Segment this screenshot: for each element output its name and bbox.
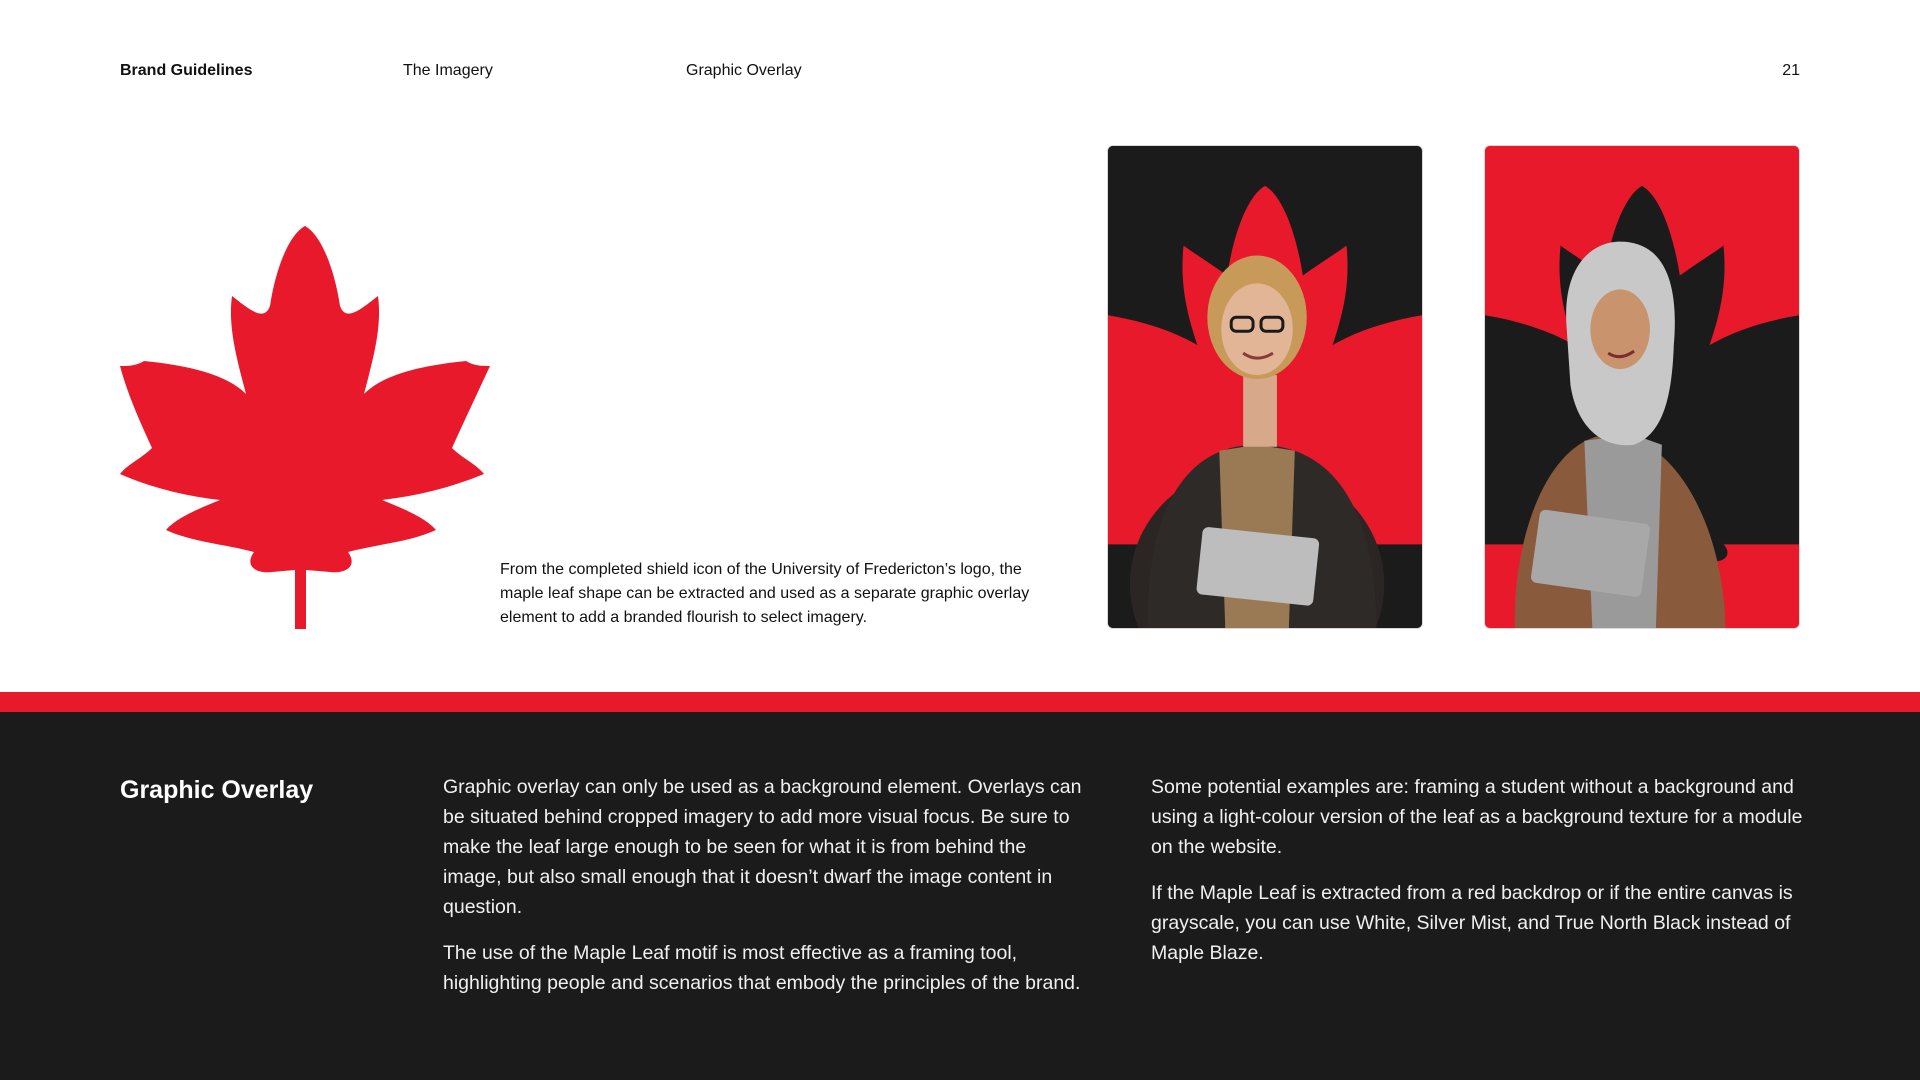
page-number: 21 bbox=[1782, 62, 1800, 79]
section-right-column bbox=[1151, 772, 1811, 984]
right-paragraph: Some potential examples are: framing a student without a background and using a light-colour version of the leaf as a background texture for a module on the website. bbox=[1151, 776, 1803, 858]
maple-leaf-graphic bbox=[120, 226, 490, 629]
leaf-caption: From the completed shield icon of the University of Fredericton’s logo, the maple leaf shape can be extracted and used as a separate graphic overlay element to add a branded flourish to select imagery. bbox=[500, 561, 1030, 626]
section-title: Graphic Overlay bbox=[120, 776, 314, 804]
header-section-label: The Imagery bbox=[403, 62, 493, 79]
dark-background-example bbox=[1107, 145, 1423, 629]
header-topic-label: Graphic Overlay bbox=[686, 62, 802, 79]
red-example-illustration bbox=[1485, 146, 1799, 628]
graphic-overlay-section bbox=[0, 712, 1920, 1080]
header-brand-title: Brand Guidelines bbox=[120, 62, 253, 79]
maple-leaf-shape bbox=[120, 226, 490, 629]
left-paragraph: Graphic overlay can only be used as a background element. Overlays can be situated behind cropped imagery to add more visual focus. Be sure to make the leaf large enough to be seen for what it is from behind the image, but also small enough that it doesn’t dwarf the image content in question. bbox=[443, 776, 1082, 918]
section-left-column bbox=[443, 772, 1083, 1014]
dark-example-illustration bbox=[1108, 146, 1422, 628]
left-paragraph: The use of the Maple Leaf motif is most effective as a framing tool, highlighting people and scenarios that embody the principles of the brand. bbox=[443, 942, 1081, 994]
right-paragraph: If the Maple Leaf is extracted from a red backdrop or if the entire canvas is grayscale, you can use White, Silver Mist, and True North Black instead of Maple Blaze. bbox=[1151, 882, 1793, 964]
red-divider-band bbox=[0, 692, 1920, 712]
red-background-example bbox=[1484, 145, 1800, 629]
